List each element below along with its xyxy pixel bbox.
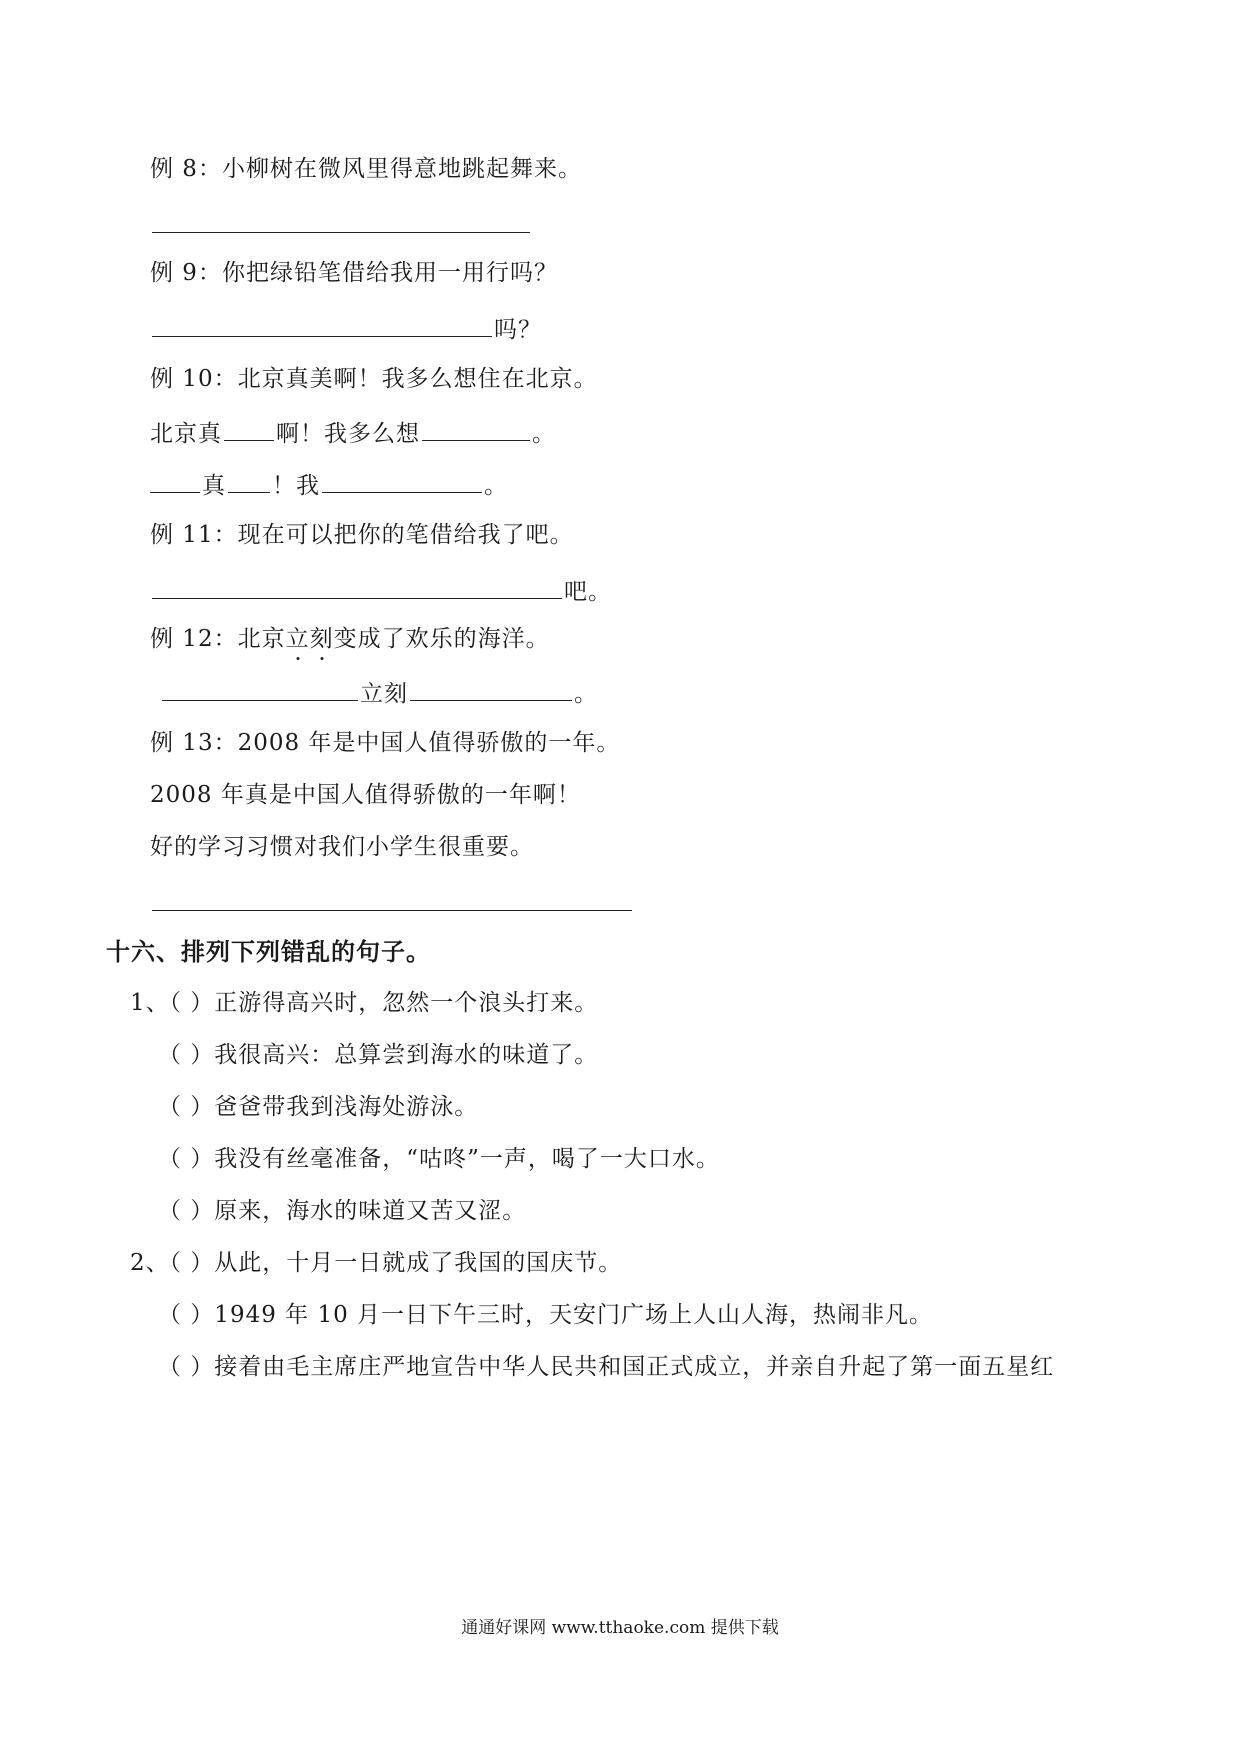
group-2-item: （ ）1949 年 10 月一日下午三时，天安门广场上人山人海，热闹非凡。 [158,1302,934,1328]
text-fragment: 北京真 [150,421,222,447]
text-fragment: 变成了欢乐的海洋。 [333,626,550,652]
example-10-answer-line-1 [150,420,556,446]
answer-blank[interactable] [224,420,274,441]
example-13-question: 好的学习习惯对我们小学生很重要。 [150,834,534,860]
text-fragment: 。 [484,473,508,499]
answer-blank[interactable] [152,316,492,337]
text-fragment: 真 [202,473,226,499]
example-13-answer-blank [150,890,634,916]
group-1-number: 1、 [130,990,170,1016]
answer-blank[interactable] [152,578,562,599]
example-11-answer-line [150,578,612,604]
text-fragment: 立刻 [360,681,408,707]
example-8-prompt: 例 8：小柳树在微风里得意地跳起舞来。 [150,156,582,182]
section-16-heading: 十六、排列下列错乱的句子。 [106,937,431,966]
text-fragment: 例 12：北京 [150,626,286,652]
page-footer: 通通好课网 www.tthaoke.com 提供下载 [461,1618,779,1638]
example-8-answer-blank[interactable] [150,212,532,238]
example-12-prompt [150,628,550,651]
answer-suffix: 吧。 [564,579,612,605]
example-12-answer-line [160,680,598,706]
emphasis-dot-char: 立 [285,626,310,652]
example-10-prompt: 例 10：北京真美啊！我多么想住在北京。 [150,366,598,392]
group-1-item: （ ）爸爸带我到浅海处游泳。 [158,1094,479,1120]
example-9-prompt: 例 9：你把绿铅笔借给我用一用行吗？ [150,260,558,286]
text-fragment: 啊！我多么想 [276,421,420,447]
group-2-item: （ ）从此，十月一日就成了我国的国庆节。 [158,1250,623,1276]
group-1-item: （ ）我没有丝毫准备，“咕咚”一声，喝了一大口水。 [158,1146,720,1172]
answer-blank[interactable] [150,472,200,493]
example-13-prompt: 例 13：2008 年是中国人值得骄傲的一年。 [150,730,621,756]
text-fragment: 。 [574,681,598,707]
group-1-item: （ ）原来，海水的味道又苦又涩。 [158,1198,527,1224]
answer-blank[interactable] [152,890,632,911]
answer-suffix: 吗？ [494,317,542,343]
answer-blank[interactable] [410,680,572,701]
example-13-answer: 2008 年真是中国人值得骄傲的一年啊！ [150,782,581,808]
group-2-item: （ ）接着由毛主席庄严地宣告中华人民共和国正式成立，并亲自升起了第一面五星红 [158,1354,1055,1380]
emphasis-dot-char: 刻 [309,626,334,652]
answer-blank[interactable] [422,420,530,441]
answer-blank[interactable] [152,212,530,233]
text-fragment: 。 [532,421,556,447]
group-1-item: （ ）我很高兴：总算尝到海水的味道了。 [158,1042,599,1068]
text-fragment: ！我 [272,473,320,499]
example-10-answer-line-2 [150,472,508,498]
answer-blank[interactable] [228,472,270,493]
example-11-prompt: 例 11：现在可以把你的笔借给我了吧。 [150,522,574,548]
group-1-item: （ ）正游得高兴时，忽然一个浪头打来。 [158,990,599,1016]
answer-blank[interactable] [322,472,482,493]
group-2-number: 2、 [130,1250,170,1276]
example-9-answer-line [150,316,542,342]
answer-blank[interactable] [162,680,358,701]
